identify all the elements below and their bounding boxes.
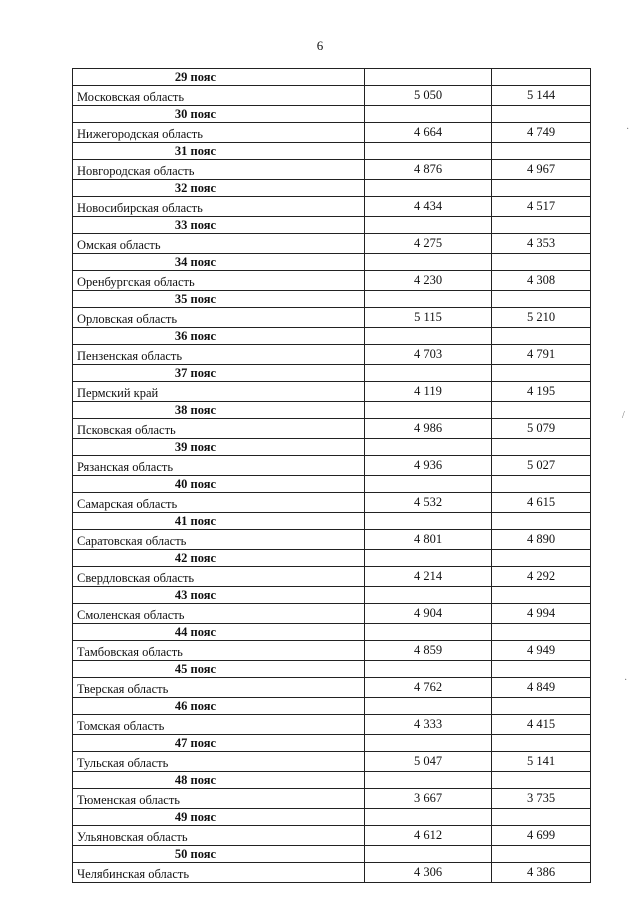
page-number: 6	[316, 38, 324, 53]
region-name: Орловская область	[73, 308, 365, 328]
zone-header-row	[73, 106, 591, 123]
value-column-2: 5 144	[492, 86, 591, 106]
region-row	[73, 160, 591, 180]
zone-label: 37 пояс	[73, 365, 365, 382]
zone-label: 45 пояс	[73, 661, 365, 678]
value-column-1: 4 664	[365, 123, 492, 143]
region-row	[73, 456, 591, 476]
zone-header-row	[73, 735, 591, 752]
value-column-1: 4 762	[365, 678, 492, 698]
region-name: Московская область	[73, 86, 365, 106]
zone-header-row	[73, 846, 591, 863]
zone-empty-cell-1	[365, 476, 492, 493]
zones-table	[72, 68, 591, 883]
value-column-1: 4 214	[365, 567, 492, 587]
zone-header-row	[73, 513, 591, 530]
value-column-2: 4 967	[492, 160, 591, 180]
zone-header-row	[73, 476, 591, 493]
value-column-2: 4 353	[492, 234, 591, 254]
region-row	[73, 197, 591, 217]
zone-empty-cell-1	[365, 106, 492, 123]
zone-header-row	[73, 587, 591, 604]
region-name: Псковская область	[73, 419, 365, 439]
zone-header-row	[73, 328, 591, 345]
scan-mark: ·	[624, 675, 628, 686]
zone-empty-cell-2	[492, 365, 591, 382]
zone-label: 46 пояс	[73, 698, 365, 715]
scan-mark: /	[622, 410, 625, 421]
zone-header-row	[73, 809, 591, 826]
region-row	[73, 752, 591, 772]
zone-empty-cell-2	[492, 291, 591, 308]
zone-header-row	[73, 143, 591, 160]
zone-label: 50 пояс	[73, 846, 365, 863]
value-column-2: 4 791	[492, 345, 591, 365]
region-name: Омская область	[73, 234, 365, 254]
value-column-2: 5 141	[492, 752, 591, 772]
zone-header-row	[73, 402, 591, 419]
value-column-2: 5 027	[492, 456, 591, 476]
region-name: Тамбовская область	[73, 641, 365, 661]
zone-header-row	[73, 180, 591, 197]
zone-header-row	[73, 69, 591, 86]
zone-empty-cell-2	[492, 106, 591, 123]
region-row	[73, 86, 591, 106]
region-name: Самарская область	[73, 493, 365, 513]
zone-empty-cell-2	[492, 550, 591, 567]
zone-empty-cell-2	[492, 624, 591, 641]
zone-header-row	[73, 698, 591, 715]
value-column-2: 5 210	[492, 308, 591, 328]
zone-label: 39 пояс	[73, 439, 365, 456]
region-row	[73, 678, 591, 698]
zone-empty-cell-2	[492, 476, 591, 493]
zone-empty-cell-1	[365, 550, 492, 567]
region-row	[73, 271, 591, 291]
region-name: Рязанская область	[73, 456, 365, 476]
zone-empty-cell-2	[492, 698, 591, 715]
value-column-2: 5 079	[492, 419, 591, 439]
value-column-1: 4 532	[365, 493, 492, 513]
region-name: Томская область	[73, 715, 365, 735]
zone-label: 29 пояс	[73, 69, 365, 86]
value-column-1: 4 230	[365, 271, 492, 291]
region-row	[73, 493, 591, 513]
region-row	[73, 826, 591, 846]
value-column-2: 4 849	[492, 678, 591, 698]
region-name: Саратовская область	[73, 530, 365, 550]
value-column-1: 4 703	[365, 345, 492, 365]
value-column-2: 4 615	[492, 493, 591, 513]
zone-label: 33 пояс	[73, 217, 365, 234]
value-column-2: 4 308	[492, 271, 591, 291]
value-column-1: 4 936	[365, 456, 492, 476]
region-name: Тульская область	[73, 752, 365, 772]
region-row	[73, 789, 591, 809]
zone-empty-cell-1	[365, 291, 492, 308]
zone-empty-cell-2	[492, 661, 591, 678]
region-row	[73, 123, 591, 143]
zone-label: 36 пояс	[73, 328, 365, 345]
zone-empty-cell-2	[492, 328, 591, 345]
region-row	[73, 567, 591, 587]
value-column-1: 4 876	[365, 160, 492, 180]
zone-empty-cell-1	[365, 328, 492, 345]
zone-empty-cell-1	[365, 69, 492, 86]
zone-header-row	[73, 772, 591, 789]
region-name: Новосибирская область	[73, 197, 365, 217]
region-name: Тверская область	[73, 678, 365, 698]
zone-label: 48 пояс	[73, 772, 365, 789]
value-column-2: 4 890	[492, 530, 591, 550]
value-column-2: 4 749	[492, 123, 591, 143]
zone-empty-cell-1	[365, 735, 492, 752]
zone-empty-cell-1	[365, 846, 492, 863]
value-column-1: 5 050	[365, 86, 492, 106]
zone-header-row	[73, 365, 591, 382]
zone-label: 35 пояс	[73, 291, 365, 308]
region-row	[73, 419, 591, 439]
zone-label: 34 пояс	[73, 254, 365, 271]
value-column-2: 4 415	[492, 715, 591, 735]
value-column-1: 5 115	[365, 308, 492, 328]
value-column-2: 3 735	[492, 789, 591, 809]
zone-empty-cell-2	[492, 69, 591, 86]
value-column-2: 4 699	[492, 826, 591, 846]
zone-empty-cell-2	[492, 809, 591, 826]
value-column-1: 5 047	[365, 752, 492, 772]
zone-label: 42 пояс	[73, 550, 365, 567]
zone-empty-cell-2	[492, 846, 591, 863]
zone-label: 41 пояс	[73, 513, 365, 530]
zone-empty-cell-2	[492, 180, 591, 197]
region-name: Пермский край	[73, 382, 365, 402]
value-column-2: 4 949	[492, 641, 591, 661]
region-name: Свердловская область	[73, 567, 365, 587]
region-row	[73, 530, 591, 550]
zone-empty-cell-2	[492, 254, 591, 271]
zone-label: 38 пояс	[73, 402, 365, 419]
scan-mark: ·	[626, 124, 630, 135]
region-name: Нижегородская область	[73, 123, 365, 143]
zone-header-row	[73, 624, 591, 641]
zone-label: 49 пояс	[73, 809, 365, 826]
region-row	[73, 604, 591, 624]
region-row	[73, 715, 591, 735]
zone-empty-cell-1	[365, 624, 492, 641]
zone-empty-cell-2	[492, 402, 591, 419]
region-row	[73, 863, 591, 883]
zone-empty-cell-2	[492, 143, 591, 160]
region-row	[73, 234, 591, 254]
zone-empty-cell-2	[492, 772, 591, 789]
zone-empty-cell-1	[365, 587, 492, 604]
value-column-2: 4 195	[492, 382, 591, 402]
region-name: Оренбургская область	[73, 271, 365, 291]
region-row	[73, 382, 591, 402]
value-column-1: 4 801	[365, 530, 492, 550]
zone-empty-cell-1	[365, 180, 492, 197]
value-column-1: 4 275	[365, 234, 492, 254]
region-name: Тюменская область	[73, 789, 365, 809]
value-column-1: 4 333	[365, 715, 492, 735]
zone-empty-cell-1	[365, 513, 492, 530]
zone-label: 44 пояс	[73, 624, 365, 641]
value-column-2: 4 386	[492, 863, 591, 883]
zone-header-row	[73, 550, 591, 567]
value-column-1: 4 986	[365, 419, 492, 439]
zones-table-body	[73, 69, 591, 883]
zone-empty-cell-1	[365, 772, 492, 789]
value-column-2: 4 292	[492, 567, 591, 587]
value-column-1: 4 434	[365, 197, 492, 217]
zone-header-row	[73, 217, 591, 234]
value-column-1: 4 904	[365, 604, 492, 624]
zone-empty-cell-2	[492, 439, 591, 456]
zone-empty-cell-1	[365, 661, 492, 678]
zone-label: 40 пояс	[73, 476, 365, 493]
zone-empty-cell-2	[492, 735, 591, 752]
value-column-1: 4 119	[365, 382, 492, 402]
value-column-1: 4 306	[365, 863, 492, 883]
zone-empty-cell-1	[365, 217, 492, 234]
zone-empty-cell-1	[365, 809, 492, 826]
zone-empty-cell-1	[365, 698, 492, 715]
zone-header-row	[73, 439, 591, 456]
zone-label: 47 пояс	[73, 735, 365, 752]
region-name: Пензенская область	[73, 345, 365, 365]
region-row	[73, 345, 591, 365]
zone-label: 43 пояс	[73, 587, 365, 604]
zone-header-row	[73, 661, 591, 678]
region-row	[73, 308, 591, 328]
value-column-1: 4 612	[365, 826, 492, 846]
zone-label: 30 пояс	[73, 106, 365, 123]
value-column-1: 3 667	[365, 789, 492, 809]
zone-empty-cell-1	[365, 402, 492, 419]
value-column-2: 4 517	[492, 197, 591, 217]
zone-label: 32 пояс	[73, 180, 365, 197]
region-name: Ульяновская область	[73, 826, 365, 846]
zone-empty-cell-1	[365, 143, 492, 160]
value-column-2: 4 994	[492, 604, 591, 624]
region-name: Смоленская область	[73, 604, 365, 624]
zone-header-row	[73, 291, 591, 308]
zone-empty-cell-2	[492, 217, 591, 234]
zone-empty-cell-2	[492, 587, 591, 604]
zone-header-row	[73, 254, 591, 271]
zone-label: 31 пояс	[73, 143, 365, 160]
zone-empty-cell-2	[492, 513, 591, 530]
zone-empty-cell-1	[365, 439, 492, 456]
zone-empty-cell-1	[365, 254, 492, 271]
region-name: Новгородская область	[73, 160, 365, 180]
region-row	[73, 641, 591, 661]
zone-empty-cell-1	[365, 365, 492, 382]
value-column-1: 4 859	[365, 641, 492, 661]
region-name: Челябинская область	[73, 863, 365, 883]
